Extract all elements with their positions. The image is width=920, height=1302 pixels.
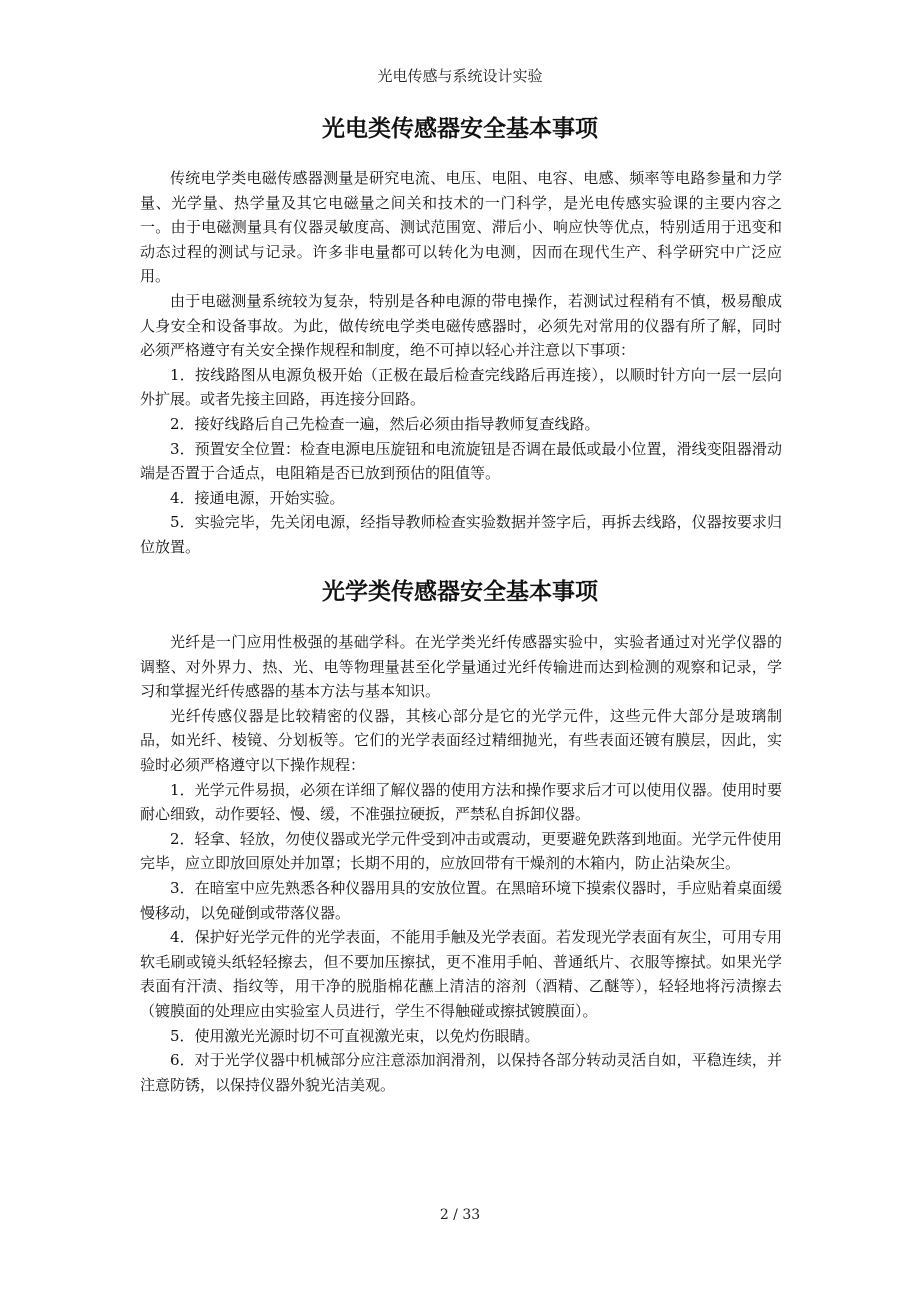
list-item: 3．预置安全位置：检查电源电压旋钮和电流旋钮是否调在最低或最小位置，滑线变阻器滑动端是否置于合适点，电阻箱是否已放到预估的阻值等。 xyxy=(140,439,782,483)
list-item: 5．使用激光光源时切不可直视激光束，以免灼伤眼睛。 xyxy=(170,1026,540,1045)
list-item: 5．实验完毕，先关闭电源，经指导教师检查实验数据并签字后，再拆去线路，仪器按要求归位放置。 xyxy=(140,513,782,556)
list-item: 2．接好线路后自己先检查一遍，然后必须由指导教师复查线路。 xyxy=(170,414,600,433)
list-item: 1．按线路图从电源负极开始（正极在最后检查完线路后再连接），以顺时针方向一层一层向外扩展。或者先接主回路，再连接分回路。 xyxy=(140,365,782,409)
list-item: 3．在暗室中应先熟悉各种仪器用具的安放位置。在黑暗环境下摸索仪器时，手应贴着桌面缓慢移动，以免碰倒或带落仪器。 xyxy=(140,878,782,922)
section-body-optical xyxy=(140,630,782,1097)
list-item: 4．保护好光学元件的光学表面，不能用手触及光学表面。若发现光学表面有灰尘，可用专用软毛刷或镜头纸轻轻擦去，但不要加压擦拭，更不准用手帕、普通纸片、衣服等擦拭。如果光学表面有汗渍、指纹等，用干净的脱脂棉花蘸上清洁的溶剂（酒精、乙醚等），轻轻地将污渍擦去（镀膜面的处理应由实验室人员进行，学生不得触碰或擦拭镀膜面）。 xyxy=(140,928,782,1020)
section-body-electrical xyxy=(140,166,782,560)
page-number: 2 / 33 xyxy=(439,1207,481,1223)
list-item: 2．轻拿、轻放，勿使仪器或光学元件受到冲击或震动，更要避免跌落到地面。光学元件使用完毕，应立即放回原处并加罩；长期不用的，应放回带有干燥剂的木箱内，防止沾染灰尘。 xyxy=(140,829,782,873)
list-item: 1．光学元件易损，必须在详细了解仪器的使用方法和操作要求后才可以使用仪器。使用时要耐心细致，动作要轻、慢、缓，不准强拉硬扳，严禁私自拆卸仪器。 xyxy=(140,780,782,824)
paragraph: 由于电磁测量系统较为复杂，特别是各种电源的带电操作，若测试过程稍有不慎，极易酿成人身安全和设备事故。为此，做传统电学类电磁传感器时，必须先对常用的仪器有所了解，同时必须严格遵守有关安全操作规程和制度，绝不可掉以轻心并注意以下事项： xyxy=(140,291,782,360)
running-header: 光电传感与系统设计实验 xyxy=(377,67,543,85)
paragraph: 光纤传感仪器是比较精密的仪器，其核心部分是它的光学元件，这些元件大部分是玻璃制品，如光纤、棱镜、分划板等。它们的光学表面经过精细抛光，有些表面还镀有膜层，因此，实验时必须严格遵守以下操作规程： xyxy=(140,706,782,774)
list-item: 4．接通电源，开始实验。 xyxy=(170,488,345,507)
section-title-electrical: 光电类传感器安全基本事项 xyxy=(322,116,598,142)
section-title-optical: 光学类传感器安全基本事项 xyxy=(322,579,598,605)
list-item: 6．对于光学仪器中机械部分应注意添加润滑剂，以保持各部分转动灵活自如，平稳连续，并注意防锈，以保持仪器外貌光洁美观。 xyxy=(140,1051,782,1094)
paragraph: 传统电学类电磁传感器测量是研究电流、电压、电阻、电容、电感、频率等电路参量和力学量、光学量、热学量及其它电磁量之间关和技术的一门科学，是光电传感实验课的主要内容之一。由于电磁测量具有仪器灵敏度高、测试范围宽、滞后小、响应快等优点，特别适用于迅变和动态过程的测试与记录。许多非电量都可以转化为电测，因而在现代生产、科学研究中广泛应用。 xyxy=(140,169,782,286)
paragraph: 光纤是一门应用性极强的基础学科。在光学类光纤传感器实验中，实验者通过对光学仪器的调整、对外界力、热、光、电等物理量甚至化学量通过光纤传输进而达到检测的观察和记录，学习和掌握光纤传感器的基本方法与基本知识。 xyxy=(140,633,782,701)
